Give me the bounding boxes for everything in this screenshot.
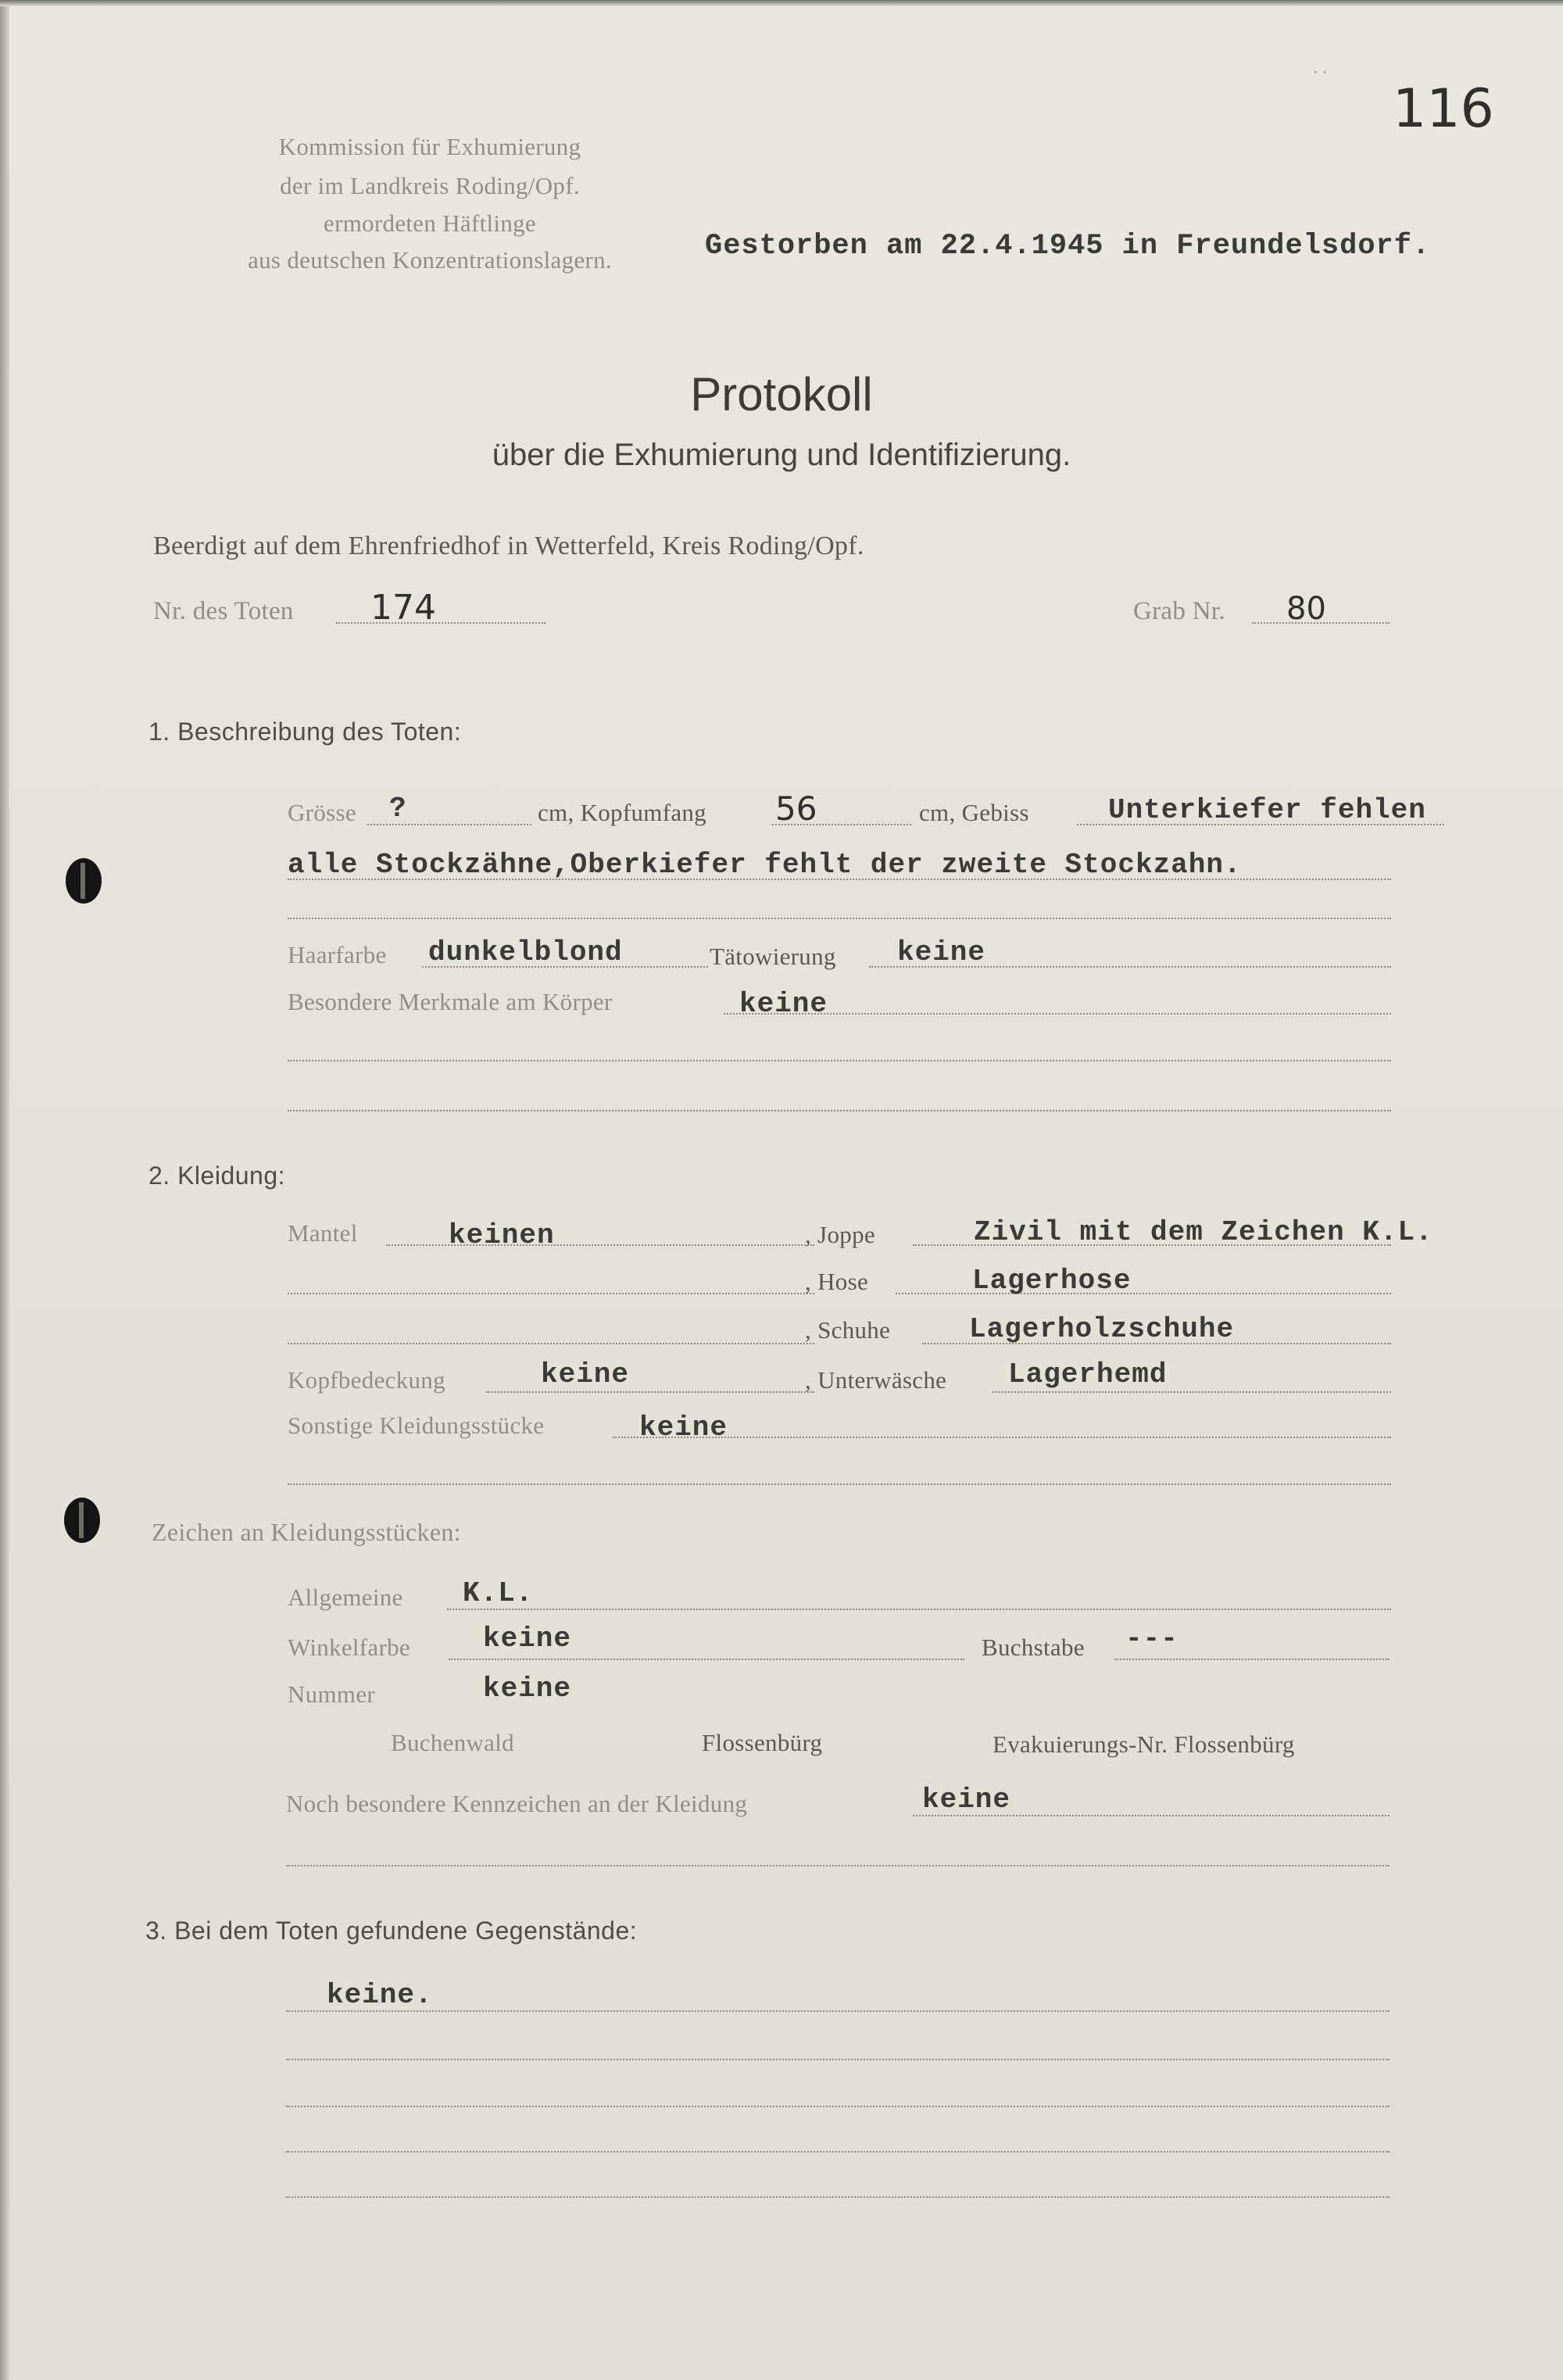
letter-value: --- [1125, 1623, 1179, 1655]
cm-gebiss-label: cm, Gebiss [919, 799, 1029, 826]
punch-hole [64, 1498, 100, 1543]
document-subtitle: über die Exhumierung und Identifizierung. [492, 438, 1071, 472]
dotted-line [993, 1391, 1391, 1393]
other-clothing-label: Sonstige Kleidungsstücke [288, 1412, 545, 1439]
tattoo-value: keine [897, 936, 986, 968]
dead-no-value: 174 [370, 588, 436, 628]
dotted-line [286, 2151, 1390, 2153]
document-title: Protokoll [690, 368, 873, 421]
dotted-line [286, 1865, 1390, 1866]
dotted-line [288, 1293, 814, 1294]
teeth-value-continued: alle Stockzähne,Oberkiefer fehlt der zweite Stockzahn. [288, 849, 1242, 881]
commission-line4: aus deutschen Konzentrationslagern. [248, 246, 612, 274]
dotted-line [449, 1659, 964, 1660]
angle-color-value: keine [483, 1623, 572, 1655]
dotted-line [896, 1293, 1391, 1294]
dot-mark: · · [1313, 64, 1328, 81]
hair-label: Haarfarbe [288, 941, 387, 968]
number-value: keine [483, 1673, 572, 1705]
grave-no-label: Grab Nr. [1133, 597, 1225, 625]
teeth-value: Unterkiefer fehlen [1108, 794, 1426, 826]
headwear-value: keine [541, 1358, 630, 1390]
jacket-value: Zivil mit dem Zeichen K.L. [974, 1216, 1433, 1248]
number-label: Nummer [288, 1680, 375, 1708]
coat-value: keinen [449, 1219, 555, 1251]
marks-heading: Zeichen an Kleidungsstücken: [152, 1518, 461, 1546]
angle-color-label: Winkelfarbe [288, 1634, 410, 1661]
flossenbuerg-label: Flossenbürg [702, 1729, 823, 1756]
coat-label: Mantel [288, 1219, 358, 1247]
dotted-line [447, 1609, 1391, 1610]
head-value: 56 [775, 789, 817, 828]
died-note: Gestorben am 22.4.1945 in Freundelsdorf. [705, 230, 1431, 263]
marks-value: keine [739, 988, 828, 1020]
cm-kopfumfang-label: cm, Kopfumfang [538, 799, 706, 826]
dotted-line [288, 1110, 1391, 1111]
punch-hole [66, 858, 102, 904]
special-marks-label: Noch besondere Kennzeichen an der Kleidung [286, 1790, 748, 1817]
other-clothing-value: keine [639, 1412, 728, 1444]
height-value: ? [389, 793, 407, 825]
evacuation-no-label: Evakuierungs-Nr. Flossenbürg [993, 1730, 1295, 1758]
buchenwald-label: Buchenwald [391, 1729, 514, 1756]
dotted-line [288, 1343, 814, 1344]
dotted-line [613, 1437, 1391, 1438]
dotted-line [288, 1060, 1391, 1061]
commission-line2: der im Landkreis Roding/Opf. [280, 172, 580, 199]
letter-label: Buchstabe [982, 1634, 1085, 1661]
jacket-label: , Joppe [805, 1221, 875, 1248]
dotted-line [286, 2010, 1390, 2012]
general-mark-label: Allgemeine [288, 1584, 403, 1611]
trousers-value: Lagerhose [972, 1265, 1132, 1297]
general-mark-value: K.L. [463, 1577, 534, 1609]
section3-heading: 3. Bei dem Toten gefundene Gegenstände: [145, 1917, 638, 1945]
underwear-value: Lagerhemd [1008, 1358, 1168, 1390]
section2-heading: 2. Kleidung: [148, 1161, 286, 1190]
dotted-line [486, 1391, 814, 1393]
shoes-label: , Schuhe [805, 1316, 891, 1344]
dotted-line [288, 918, 1391, 919]
page-edge [0, 0, 9, 2380]
headwear-label: Kopfbedeckung [288, 1366, 445, 1394]
dotted-line [286, 2196, 1390, 2198]
page-edge-top [0, 0, 1563, 6]
underwear-label: , Unterwäsche [805, 1366, 947, 1394]
dotted-line [1114, 1659, 1390, 1660]
dead-no-label: Nr. des Toten [153, 597, 294, 625]
trousers-label: , Hose [805, 1268, 869, 1295]
dotted-line [286, 2106, 1390, 2107]
height-label: Grösse [288, 799, 356, 826]
dotted-line [336, 622, 545, 624]
grave-no-value: 80 [1286, 591, 1326, 627]
found-items-value: keine. [327, 1979, 433, 2011]
section1-heading: 1. Beschreibung des Toten: [148, 718, 462, 746]
commission-line3: ermordeten Häftlinge [324, 209, 536, 237]
page-number: 116 [1393, 78, 1494, 140]
commission-line1: Kommission für Exhumierung [278, 133, 581, 160]
burial-line: Beerdigt auf dem Ehrenfriedhof in Wetterfeld, Kreis Roding/Opf. [153, 531, 864, 560]
shoes-value: Lagerholzschuhe [969, 1313, 1235, 1345]
marks-label: Besondere Merkmale am Körper [288, 988, 613, 1015]
dotted-line [286, 2059, 1390, 2060]
hair-value: dunkelblond [428, 936, 623, 968]
tattoo-label: Tätowierung [710, 943, 836, 970]
special-marks-value: keine [922, 1784, 1011, 1816]
dotted-line [288, 1483, 1391, 1485]
